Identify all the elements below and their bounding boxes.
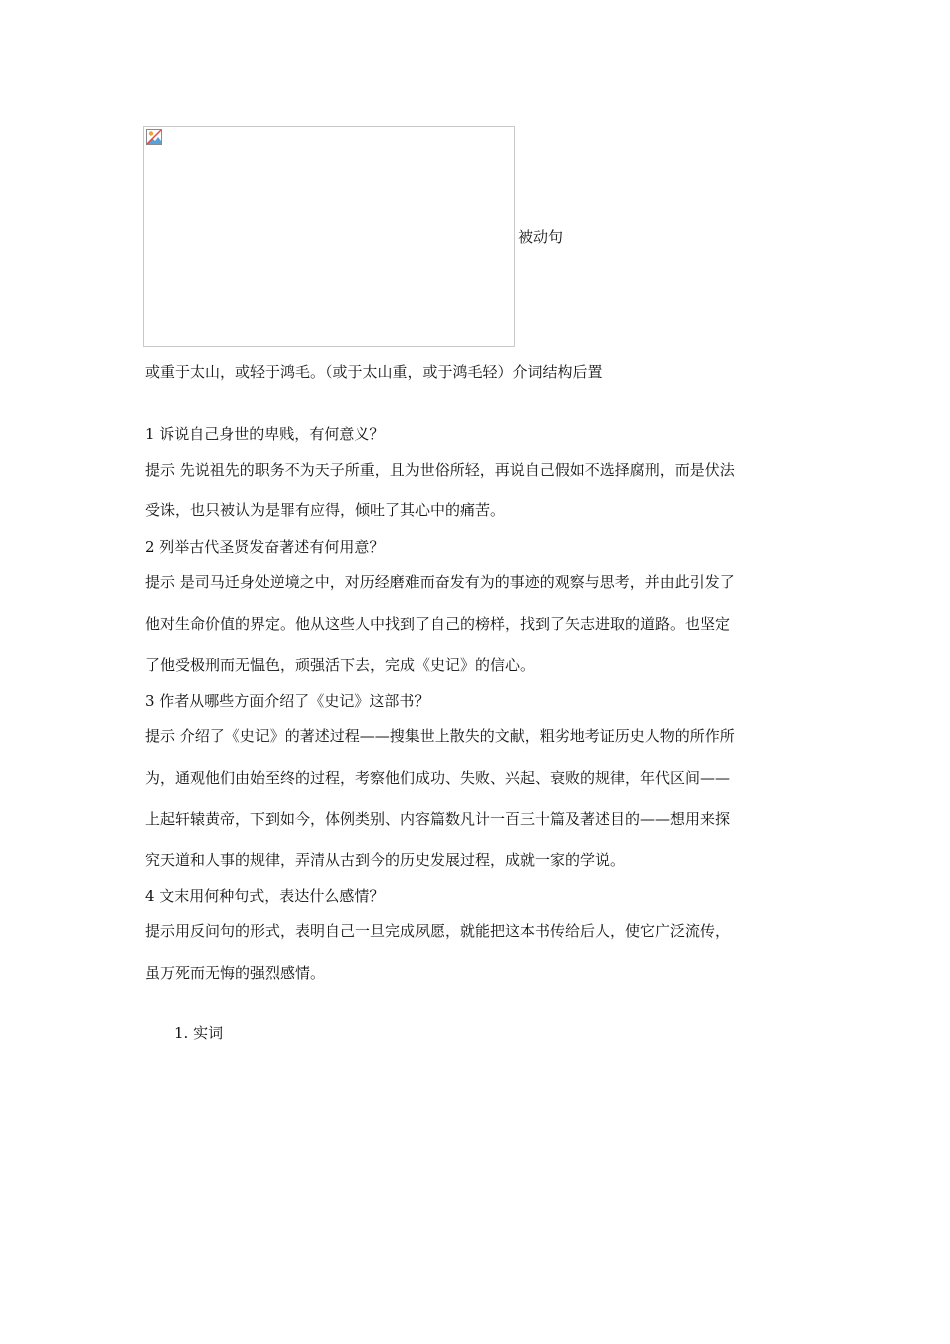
answer-3-line-3: 上起轩辕黄帝，下到如今，体例类别、内容篇数凡计一百三十篇及著述目的——想用来探: [145, 810, 731, 828]
list-item-vocabulary: 1. 实词: [174, 1024, 224, 1042]
answer-2-line-1: 提示 是司马迁身处逆境之中，对历经磨难而奋发有为的事迹的观察与思考，并由此引发了: [145, 573, 735, 591]
answer-3-line-2: 为，通观他们由始至终的过程，考察他们成功、失败、兴起、衰败的规律，年代区间——: [145, 769, 731, 787]
answer-3-line-4: 究天道和人事的规律，弄清从古到今的历史发展过程，成就一家的学说。: [145, 851, 626, 869]
answer-4-line-1: 提示用反问句的形式，表明自己一旦完成夙愿，就能把这本书传给后人，使它广泛流传，: [145, 922, 731, 940]
answer-2-line-3: 了他受极刑而无愠色，顽强活下去，完成《史记》的信心。: [145, 656, 536, 674]
answer-1-line-2: 受诛，也只被认为是罪有应得，倾吐了其心中的痛苦。: [145, 501, 506, 519]
answer-2-line-2: 他对生命价值的界定。他从这些人中找到了自己的榜样，找到了矢志进取的道路。也坚定: [145, 615, 731, 633]
answer-3-line-1: 提示 介绍了《史记》的著述过程——搜集世上散失的文献，粗劣地考证历史人物的所作所: [145, 727, 735, 745]
question-4: 4 文末用何种句式，表达什么感情？: [145, 887, 385, 905]
answer-1-line-1: 提示 先说祖先的职务不为天子所重，且为世俗所轻，再说自己假如不选择腐刑，而是伏法: [145, 461, 735, 479]
example-sentence: 或重于太山，或轻于鸿毛。（或于太山重，或于鸿毛轻）介词结构后置: [145, 363, 603, 381]
question-1: 1 诉说自己身世的卑贱，有何意义？: [145, 425, 385, 443]
broken-image-icon: [146, 129, 162, 145]
answer-4-line-2: 虽万死而无悔的强烈感情。: [145, 964, 326, 982]
figure-row: [143, 125, 563, 348]
image-placeholder: [143, 126, 515, 347]
question-2: 2 列举古代圣贤发奋著述有何用意？: [145, 538, 385, 556]
question-3: 3 作者从哪些方面介绍了《史记》这部书？: [145, 692, 430, 710]
figure-caption: 被动句: [518, 228, 564, 246]
